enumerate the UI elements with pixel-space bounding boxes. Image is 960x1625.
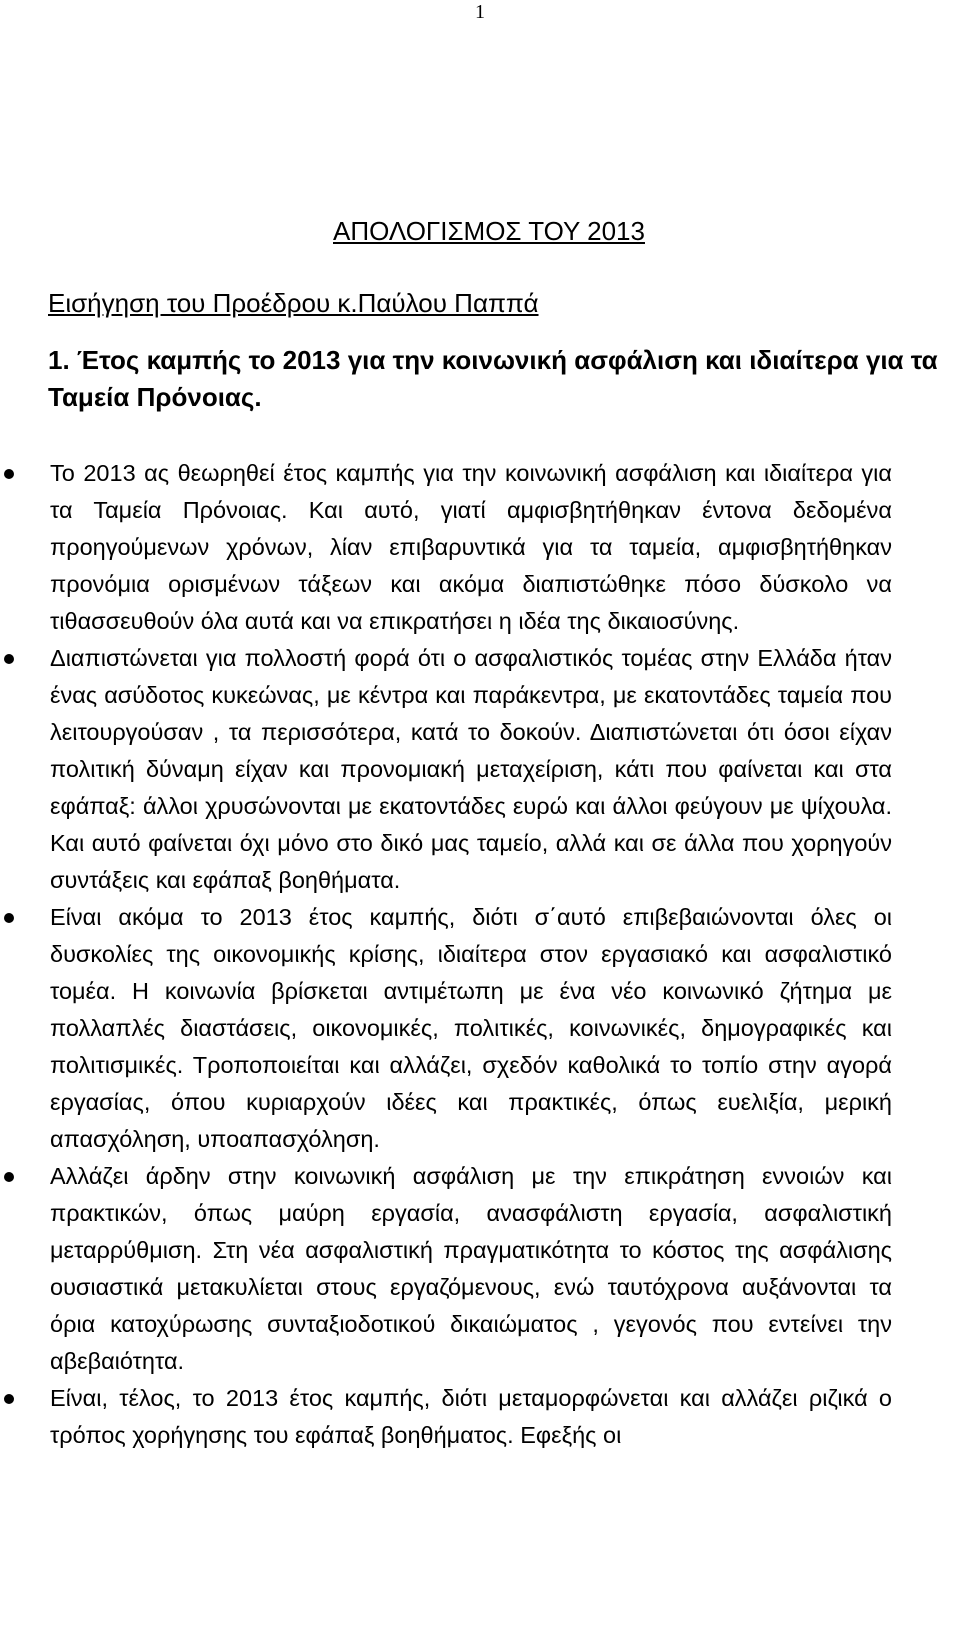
bullet-item xyxy=(0,899,892,1158)
bullet-text: Αλλάζει άρδην στην κοινωνική ασφάλιση με την επικράτηση εννοιών και πρακτικών, όπως μαύρη εργασία, ανασφάλιστη εργασία, ασφαλιστική μεταρρύθμιση. Στη νέα ασφαλιστική πραγματικότητα το κόστος της ασφάλισης ουσιαστικά μετακυλίεται στους εργαζόμενους, ενώ ταυτόχρονα αυξάνονται τα όρια κατοχύρωσης συνταξιοδοτικού δικαιώματος , γεγονός που εντείνει την αβεβαιότητα. xyxy=(50,1163,892,1374)
bullet-icon xyxy=(4,469,14,479)
document-title: ΑΠΟΛΟΓΙΣΜΟΣ ΤΟΥ 2013 xyxy=(333,216,645,246)
bullet-list xyxy=(0,455,960,1454)
page-number: 1 xyxy=(475,1,485,23)
section-heading: 1. Έτος καμπής το 2013 για την κοινωνική ασφάλιση και ιδιαίτερα για τα Ταμεία Πρόνοιας. xyxy=(48,345,938,412)
bullet-icon xyxy=(4,1394,14,1404)
bullet-icon xyxy=(4,913,14,923)
bullet-icon xyxy=(4,654,14,664)
bullet-icon xyxy=(4,1172,14,1182)
bullet-text: Διαπιστώνεται για πολλοστή φορά ότι ο ασφαλιστικός τομέας στην Ελλάδα ήταν ένας ασύδοτος κυκεώνας, με κέντρα και παράκεντρα, με εκατοντάδες ταμεία που λειτουργούσαν , τα περισσότερα, κατά το δοκούν. Διαπιστώνεται ότι όσοι είχαν πολιτική δύναμη είχαν και προνομιακή μεταχείριση, κάτι που φαίνεται και στα εφάπαξ: άλλοι χρυσώνονται με εκατοντάδες ευρώ και άλλοι φεύγουν με ψίχουλα. Και αυτό φαίνεται όχι μόνο στο δικό μας ταμείο, αλλά και σε άλλα που χορηγούν συντάξεις και εφάπαξ βοηθήματα. xyxy=(50,645,892,893)
bullet-text: Είναι, τέλος, το 2013 έτος καμπής, διότι μεταμορφώνεται και αλλάζει ριζικά ο τρόπος χορήγησης του εφάπαξ βοηθήματος. Εφεξής οι xyxy=(50,1385,892,1448)
bullet-item xyxy=(0,1380,892,1454)
bullet-item xyxy=(0,1158,892,1380)
bullet-item xyxy=(0,455,892,640)
document-subtitle: Εισήγηση του Προέδρου κ.Παύλου Παππά xyxy=(48,288,539,318)
bullet-item xyxy=(0,640,892,899)
bullet-text: Το 2013 ας θεωρηθεί έτος καμπής για την κοινωνική ασφάλιση και ιδιαίτερα για τα Ταμεία Πρόνοιας. Και αυτό, γιατί αμφισβητήθηκαν έντονα δεδομένα προηγούμενων χρόνων, λίαν επιβαρυντικά για τα ταμεία, αμφισβητήθηκαν προνόμια ορισμένων τάξεων και ακόμα διαπιστώθηκε πόσο δύσκολο να τιθασσευθούν όλα αυτά και να επικρατήσει η ιδέα της δικαιοσύνης. xyxy=(50,460,892,634)
bullet-text: Είναι ακόμα το 2013 έτος καμπής, διότι σ΄αυτό επιβεβαιώνονται όλες οι δυσκολίες της οικονομικής κρίσης, ιδιαίτερα στον εργασιακό και ασφαλιστικό τομέα. Η κοινωνία βρίσκεται αντιμέτωπη με ένα νέο κοινωνικό ζήτημα με πολλαπλές διαστάσεις, οικονομικές, πολιτικές, κοινωνικές, δημογραφικές και πολιτισμικές. Τροποποιείται και αλλάζει, σχεδόν καθολικά το τοπίο στην αγορά εργασίας, όπου κυριαρχούν ιδέες και πρακτικές, όπως ευελιξία, μερική απασχόληση, υποαπασχόληση. xyxy=(50,904,892,1152)
